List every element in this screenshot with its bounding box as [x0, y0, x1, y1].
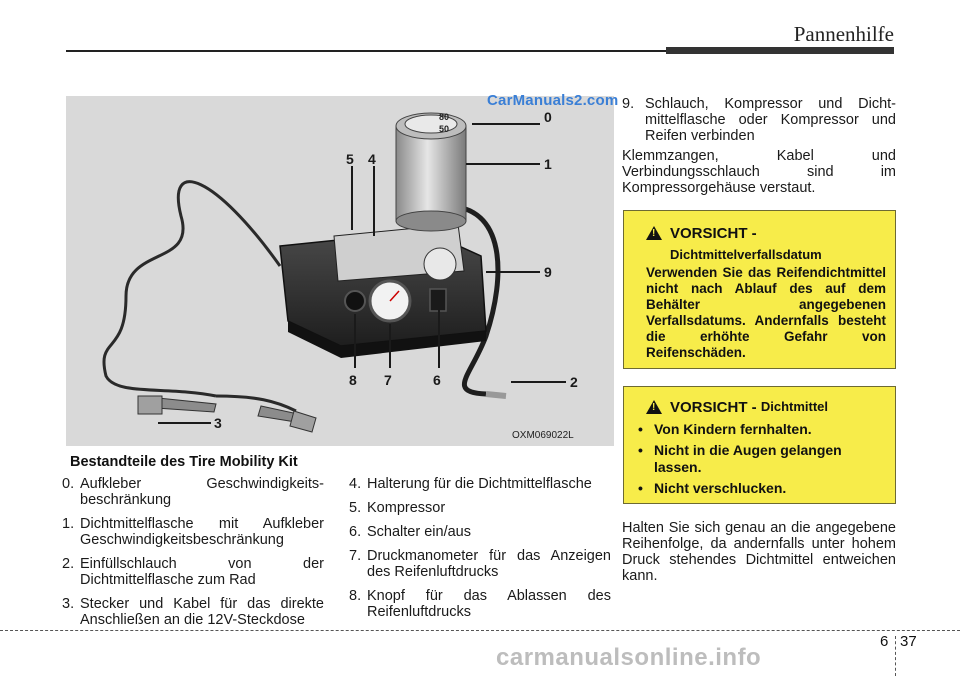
sealant-bottle	[396, 112, 466, 231]
list-item-text: Druckmanometer für das Anzeigen des Reifenluftdrucks	[367, 548, 611, 580]
list-item-number: 4.	[349, 476, 362, 492]
header-rule	[66, 50, 666, 52]
warning-title: VORSICHT -	[670, 399, 757, 416]
callout-6: 6	[433, 372, 441, 388]
dial-50-label: 50	[439, 124, 450, 134]
callout-0: 0	[544, 109, 552, 125]
step-9	[622, 96, 896, 144]
list-item-number: 8.	[349, 588, 362, 604]
callout-5: 5	[346, 151, 354, 167]
step-9-number: 9.	[622, 96, 635, 112]
warning-bullet-text: Nicht verschlucken.	[654, 480, 787, 496]
warning-header	[646, 399, 828, 416]
list-item	[349, 548, 611, 580]
callout-9: 9	[544, 264, 552, 280]
warning-bullet: • Nicht verschlucken.	[638, 480, 787, 496]
warning-bullet: • Von Kindern fernhalten.	[638, 421, 812, 437]
warning-bullet-text: Nicht in die Augen gelangen lassen.	[654, 442, 842, 475]
tire-mobility-kit-figure	[66, 96, 614, 446]
warning-subtitle: Dichtmittel	[760, 399, 829, 414]
list-item	[349, 588, 611, 620]
list-item	[349, 524, 611, 540]
callout-3: 3	[214, 415, 222, 431]
list-item-number: 3.	[62, 596, 75, 612]
list-item-text: Halterung für die Dichtmittelflasche	[367, 476, 592, 492]
warning-body: Verwenden Sie das Reifendichtmittel nicht nach Ablauf des auf dem Behälter angegebenen Verfallsdatums. Andernfalls besteht die erhöhte Gefahr von Reifenschäden.	[646, 265, 886, 360]
warning-bullet: • Nicht in die Augen gelangen lassen.	[638, 442, 842, 475]
footer-rule	[0, 630, 960, 631]
list-item-number: 0.	[62, 476, 75, 492]
dial-80-label: 80	[439, 112, 450, 122]
list-item-text: Dichtmittelflasche mit Aufkleber Geschwindigkeitsbeschränkung	[80, 516, 324, 548]
callout-1: 1	[544, 156, 552, 172]
warning-bullet-text: Von Kindern fernhalten.	[654, 421, 812, 437]
power-cable	[104, 182, 280, 396]
list-item-number: 7.	[349, 548, 362, 564]
list-item-text: Stecker und Kabel für das direkte Anschließen an die 12V-Steckdose	[80, 596, 324, 628]
list-item-number: 6.	[349, 524, 362, 540]
warning-header	[646, 225, 757, 242]
carmanuals-watermark: CarManuals2.com	[487, 92, 619, 109]
component-list-right	[349, 476, 611, 628]
footer-divider	[895, 636, 896, 676]
list-item-text: Knopf für das Ablassen des Reifenluftdrucks	[367, 588, 611, 620]
warning-triangle-icon	[646, 400, 662, 414]
power-cable-branch	[216, 396, 296, 411]
warning-box-expiry	[623, 210, 896, 369]
warning-bullet-list	[638, 421, 888, 501]
list-item-text: Aufkleber Geschwindigkeits-beschränkung	[80, 476, 324, 508]
callout-2: 2	[570, 374, 578, 390]
list-item-text: Einfüllschlauch von der Dichtmittelflasche zum Rad	[80, 556, 324, 588]
callout-7: 7	[384, 372, 392, 388]
list-item	[349, 500, 611, 516]
list-item	[62, 476, 324, 508]
pressure-release-knob	[345, 291, 365, 311]
warning-box-sealant	[623, 386, 896, 504]
list-item-text: Kompressor	[367, 500, 446, 516]
kit-illustration	[66, 96, 614, 446]
page-chapter-number: 6	[880, 633, 889, 650]
step-9-text: Schlauch, Kompressor und Dicht-mittelflasche oder Kompressor und Reifen verbinden	[645, 96, 896, 144]
list-item	[349, 476, 611, 492]
list-item-number: 1.	[62, 516, 75, 532]
list-item-text: Schalter ein/aus	[367, 524, 471, 540]
callout-4: 4	[368, 151, 376, 167]
list-item	[62, 596, 324, 628]
header-rule-bar	[666, 47, 894, 54]
storage-paragraph: Klemmzangen, Kabel und Verbindungsschlauch sind im Kompressorgehäuse verstaut.	[622, 148, 896, 196]
list-item-number: 2.	[62, 556, 75, 572]
warning-triangle-icon	[646, 226, 662, 240]
clamp-left	[138, 396, 216, 414]
clamp-right	[258, 406, 316, 432]
page-number: 37	[900, 633, 917, 650]
component-list-left	[62, 476, 324, 636]
list-item	[62, 516, 324, 548]
sequence-paragraph: Halten Sie sich genau an die angegebene Reihenfolge, da andernfalls unter hohem Druck stehendes Dichtmittel entweichen kann.	[622, 520, 896, 584]
warning-title: VORSICHT -	[670, 225, 757, 242]
page-header-title: Pannenhilfe	[793, 22, 894, 46]
warning-subtitle: Dichtmittelverfallsdatum	[670, 247, 822, 262]
figure-caption: Bestandteile des Tire Mobility Kit	[70, 454, 298, 470]
callout-8: 8	[349, 372, 357, 388]
list-item	[62, 556, 324, 588]
list-item-number: 5.	[349, 500, 362, 516]
footer-watermark: carmanualsonline.info	[496, 644, 762, 671]
figure-code: OXM069022L	[512, 430, 574, 441]
